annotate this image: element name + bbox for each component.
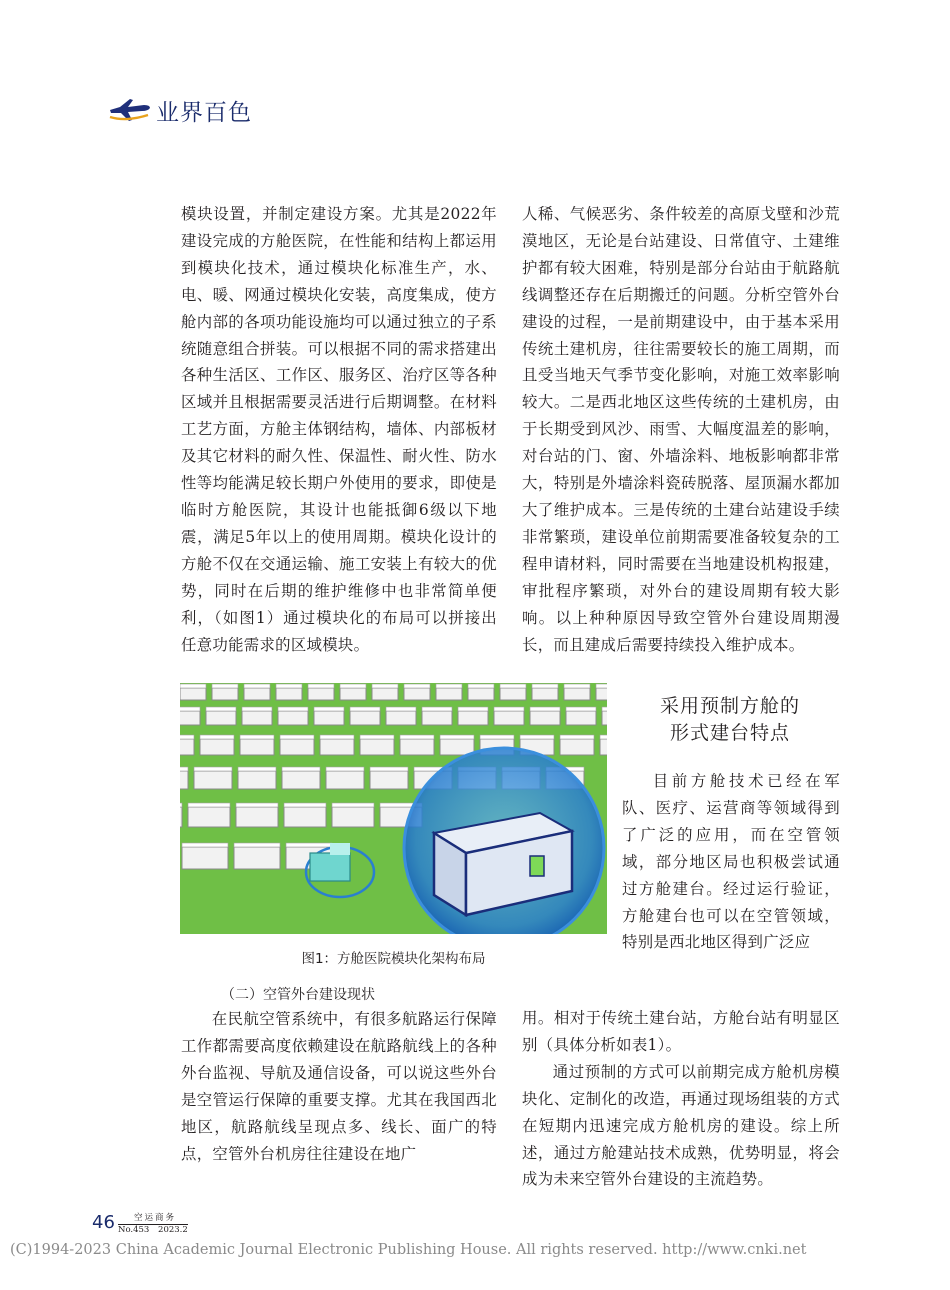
module-roof [596, 684, 607, 688]
module-block [566, 711, 596, 725]
module-roof [480, 735, 514, 739]
body-paragraph: 用。相对于传统土建台站，方舱台站有明显区别（具体分析如表1）。 [522, 1009, 840, 1054]
module-block [560, 739, 594, 755]
module-block [234, 847, 280, 869]
module-block [600, 739, 607, 755]
module-block [326, 771, 364, 789]
module-roof [276, 684, 302, 688]
module-roof [422, 707, 452, 711]
module-roof [240, 735, 274, 739]
module-block [244, 688, 270, 700]
module-block [182, 847, 228, 869]
module-block [180, 739, 194, 755]
module-block [602, 711, 607, 725]
module-roof [238, 767, 276, 771]
body-paragraph: 目前方舱技术已经在军队、医疗、运营商等领域得到了广泛的应用，而在空管领域，部分地区局也积极尝试通过方舱建台。经过运行验证，方舱建台也可以在空管领域，特别是西北地区得到广泛应 [622, 772, 840, 952]
module-block [340, 688, 366, 700]
copyright-notice: (C)1994-2023 China Academic Journal Electronic Publishing House. All rights reserved. http://www.cnki.net [10, 1242, 807, 1258]
body-paragraph: 模块设置，并制定建设方案。尤其是2022年建设完成的方舱医院，在性能和结构上都运用到模块化技术，通过模块化标准生产，水、电、暖、网通过模块化安装，高度集成，使方舱内部的各项功能设施均可以通过独立的子系统随意组合拼装。可以根据不同的需求搭建出各种生活区、工作区、服务区、治疗区等各种区域并且根据需要灵活进行后期调整。在材料工艺方面，方舱主体钢结构，墙体、内部板材及其它材料的耐久性、保温性、耐火性、防水性等均能满足较长期户外使用的要求，即使是临时方舱医院，其设计也能抵御6级以下地震，满足5年以上的使用周期。模块化设计的方舱不仅在交通运输、施工安装上有较大的优势，同时在后期的维护维修中也非常简单便利，（如图1）通过模块化的布局可以拼接出任意功能需求的区域模块。 [181, 205, 497, 654]
module-roof [200, 735, 234, 739]
module-block [596, 688, 607, 700]
module-block [494, 711, 524, 725]
section-label: 业界百色 [156, 100, 252, 126]
module-block [236, 807, 278, 827]
right-column-top [522, 201, 840, 658]
module-block [188, 807, 230, 827]
module-roof [278, 707, 308, 711]
module-roof [520, 735, 554, 739]
module-roof [308, 684, 334, 688]
module-block [282, 771, 320, 789]
magazine-info [118, 1213, 188, 1236]
module-block [404, 688, 430, 700]
module-block [180, 688, 206, 700]
module-roof [370, 767, 408, 771]
module-roof [234, 843, 280, 847]
page-number: 46 [92, 1212, 115, 1233]
module-roof [566, 707, 596, 711]
side-column [622, 768, 840, 956]
subsection-heading: （二）空管外台建设现状 [221, 987, 375, 1003]
module-block [180, 771, 188, 789]
module-roof [340, 684, 366, 688]
section-heading-line: 形式建台特点 [669, 722, 790, 744]
module-block [180, 807, 182, 827]
module-roof [326, 767, 364, 771]
module-roof [386, 707, 416, 711]
module-block [400, 739, 434, 755]
module-block [238, 771, 276, 789]
module-roof [436, 684, 462, 688]
module-block [308, 688, 334, 700]
module-block [350, 711, 380, 725]
body-paragraph: 人稀、气候恶劣、条件较差的高原戈壁和沙荒漠地区，无论是台站建设、日常值守、土建维护都有较大困难，特别是部分台站由于航路航线调整还存在后期搬迁的问题。分析空管外台建设的过程，一是前期建设中，由于基本采用传统土建机房，往往需要较长的施工周期，而且受当地天气季节变化影响，对施工效率影响较大。二是西北地区这些传统的土建机房，由于长期受到风沙、雨雪、大幅度温差的影响，对台站的门、窗、外墙涂料、地板影响都非常大，特别是外墙涂料瓷砖脱落、屋顶漏水都加大了维护成本。三是传统的土建台站建设手续非常繁琐，建设单位前期需要准备较复杂的工程申请材料，同时需要在当地建设机构报建，审批程序繁琐，对外台的建设周期有较大影响。以上种种原因导致空管外台建设周期漫长，而且建成后需要持续投入维护成本。 [522, 205, 840, 654]
module-roof [180, 735, 194, 739]
issue-date: 2023.2 [158, 1225, 188, 1235]
module-roof [212, 684, 238, 688]
module-block [314, 711, 344, 725]
module-roof [404, 684, 430, 688]
module-block [180, 711, 200, 725]
module-block [422, 711, 452, 725]
left-column-bottom [181, 1006, 497, 1167]
module-block [332, 807, 374, 827]
module-block [370, 771, 408, 789]
module-roof [560, 735, 594, 739]
modular-hospital-illustration [180, 683, 607, 934]
module-roof [242, 707, 272, 711]
magazine-name: 空运商务 [134, 1213, 177, 1223]
module-roof [284, 803, 326, 807]
module-roof [320, 735, 354, 739]
module-block [532, 688, 558, 700]
body-paragraph: 在民航空管系统中，有很多航路运行保障工作都需要高度依赖建设在航路航线上的各种外台监视、导航及通信设备，可以说这些外台是空管运行保障的重要支撑。尤其在我国西北地区，航路航线呈现点多、线长、面广的特点，空管外台机房往往建设在地广 [181, 1010, 497, 1163]
module-roof [564, 684, 590, 688]
module-roof [206, 707, 236, 711]
module-roof [182, 843, 228, 847]
section-heading-line: 采用预制方舱的 [659, 695, 800, 717]
module-roof [332, 803, 374, 807]
module-block [458, 711, 488, 725]
module-block [440, 739, 474, 755]
module-roof [350, 707, 380, 711]
module-roof [600, 735, 607, 739]
module-block [276, 688, 302, 700]
module-roof [468, 684, 494, 688]
module-roof [532, 684, 558, 688]
figure-caption: 图1：方舱医院模块化架构布局 [301, 951, 486, 967]
module-block [360, 739, 394, 755]
module-roof [458, 707, 488, 711]
module-block [564, 688, 590, 700]
module-block [280, 739, 314, 755]
module-roof [286, 843, 332, 847]
figure-1-image [180, 683, 607, 934]
module-roof [494, 707, 524, 711]
module-block [200, 739, 234, 755]
module-roof [194, 767, 232, 771]
module-roof [180, 707, 200, 711]
module-roof [314, 707, 344, 711]
module-roof [236, 803, 278, 807]
module-block [320, 739, 354, 755]
module-block [500, 688, 526, 700]
module-roof [180, 684, 206, 688]
left-column-top [181, 201, 497, 658]
section-heading [625, 693, 835, 747]
module-roof [180, 803, 182, 807]
module-roof [530, 707, 560, 711]
module-block [372, 688, 398, 700]
module-block [240, 739, 274, 755]
module-block [194, 771, 232, 789]
issue-number: No.453 [118, 1225, 150, 1235]
module-block [206, 711, 236, 725]
module-roof [180, 767, 188, 771]
module-roof [500, 684, 526, 688]
module-block [284, 807, 326, 827]
module-block [530, 711, 560, 725]
module-roof [188, 803, 230, 807]
module-roof [400, 735, 434, 739]
module-roof [360, 735, 394, 739]
module-roof [244, 684, 270, 688]
plane-logo-icon [108, 96, 152, 126]
module-block [468, 688, 494, 700]
module-roof [372, 684, 398, 688]
module-block [242, 711, 272, 725]
module-block [212, 688, 238, 700]
module-block [278, 711, 308, 725]
module-roof [440, 735, 474, 739]
module-roof [602, 707, 607, 711]
module-block [436, 688, 462, 700]
body-paragraph: 通过预制的方式可以前期完成方舱机房模块化、定制化的改造，再通过现场组装的方式在短期内迅速完成方舱机房的建设。综上所述，通过方舱建站技术成熟，优势明显，将会成为未来空管外台建设的主流趋势。 [522, 1062, 840, 1189]
module-roof [280, 735, 314, 739]
module-block [386, 711, 416, 725]
module-roof [282, 767, 320, 771]
right-column-bottom [522, 1005, 840, 1193]
